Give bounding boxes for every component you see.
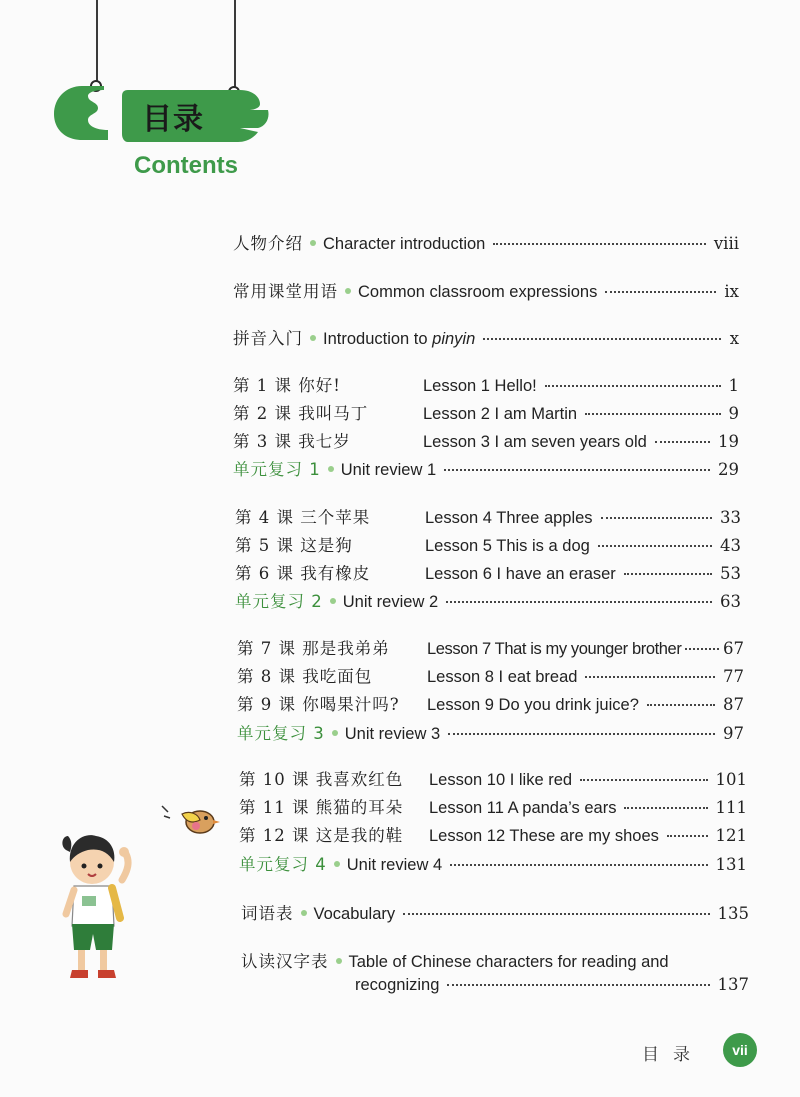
- toc-entry[interactable]: [235, 588, 741, 612]
- entry-english: Vocabulary: [313, 905, 396, 923]
- entry-page: 131: [715, 855, 747, 874]
- entry-page: 9: [728, 404, 739, 423]
- entry-english: Lesson 7 That is my younger brother: [427, 640, 682, 658]
- entry-english: Lesson 11 A panda’s ears: [429, 799, 617, 817]
- entry-english: Unit review 3: [344, 725, 441, 743]
- toc-entry[interactable]: [233, 325, 739, 349]
- entry-english: Character introduction: [323, 235, 486, 253]
- dotted-leader: [446, 601, 712, 603]
- toc-entry[interactable]: [241, 948, 711, 972]
- entry-english: Introduction to pinyin: [323, 330, 476, 348]
- bullet-dot-icon: [336, 958, 342, 964]
- bird-illustration: [160, 800, 222, 840]
- entry-page: 43: [720, 536, 741, 555]
- bullet-dot-icon: [310, 240, 316, 246]
- toc-entry[interactable]: [235, 560, 741, 584]
- entry-chinese: 第 9 课 你喝果汁吗?: [237, 695, 400, 714]
- entry-chinese: 词语表: [241, 904, 294, 923]
- entry-chinese: 拼音入门: [233, 329, 303, 348]
- entry-english-line-2: recognizing: [355, 976, 440, 994]
- entry-english: Lesson 5 This is a dog: [425, 537, 590, 555]
- toc-entry[interactable]: [233, 230, 739, 254]
- entry-chinese: 第 5 课 这是狗: [235, 536, 353, 555]
- page-title-english: Contents: [134, 152, 238, 179]
- entry-english: Lesson 10 I like red: [429, 771, 573, 789]
- bullet-dot-icon: [310, 335, 316, 341]
- toc-entry-continued[interactable]: [355, 975, 749, 995]
- entry-english: Lesson 12 These are my shoes: [429, 827, 659, 845]
- bullet-dot-icon: [345, 288, 351, 294]
- toc-entry[interactable]: [233, 400, 739, 424]
- dotted-leader: [605, 291, 716, 293]
- entry-page: 121: [715, 826, 747, 845]
- entry-page: 29: [718, 460, 739, 479]
- entry-page: 63: [720, 592, 741, 611]
- dotted-leader: [545, 385, 721, 387]
- entry-page: 101: [715, 770, 747, 789]
- entry-english: Lesson 2 I am Martin: [423, 405, 578, 423]
- entry-chinese: 单元复习 4: [239, 855, 327, 874]
- entry-page: 67: [723, 639, 744, 658]
- entry-page: 19: [718, 432, 739, 451]
- entry-page: 77: [723, 667, 744, 686]
- bullet-dot-icon: [334, 861, 340, 867]
- dotted-leader: [624, 807, 707, 809]
- toc-entry[interactable]: [233, 372, 739, 396]
- entry-chinese: 常用课堂用语: [233, 282, 338, 301]
- entry-chinese: 第 8 课 我吃面包: [237, 667, 373, 686]
- entry-english: Lesson 6 I have an eraser: [425, 565, 616, 583]
- entry-chinese: 第 3 课 我七岁: [233, 432, 351, 451]
- entry-page: 137: [717, 975, 749, 994]
- entry-chinese: 第 2 课 我叫马丁: [233, 404, 369, 423]
- entry-english: Lesson 9 Do you drink juice?: [427, 696, 639, 714]
- entry-chinese: 单元复习 2: [235, 592, 323, 611]
- entry-chinese: 第 11 课 熊猫的耳朵: [239, 798, 404, 817]
- entry-page: 1: [728, 376, 739, 395]
- entry-chinese: 第 4 课 三个苹果: [235, 508, 371, 527]
- toc-entry[interactable]: [237, 663, 744, 687]
- entry-chinese: 第 6 课 我有橡皮: [235, 564, 371, 583]
- entry-english-line-1: Table of Chinese characters for reading and: [348, 953, 669, 971]
- toc-entry[interactable]: [233, 278, 739, 302]
- dotted-leader: [585, 676, 715, 678]
- dotted-leader: [624, 573, 712, 575]
- girl-character-illustration: [58, 822, 138, 988]
- entry-english: Lesson 8 I eat bread: [427, 668, 578, 686]
- entry-chinese: 第 7 课 那是我弟弟: [237, 639, 390, 658]
- entry-english: Lesson 1 Hello!: [423, 377, 537, 395]
- toc-entry[interactable]: [241, 900, 749, 924]
- entry-chinese: 第 12 课 这是我的鞋: [239, 826, 404, 845]
- dotted-leader: [598, 545, 712, 547]
- dotted-leader: [403, 913, 709, 915]
- bullet-dot-icon: [328, 466, 334, 472]
- dotted-leader: [647, 704, 715, 706]
- dotted-leader: [450, 864, 707, 866]
- entry-chinese: 认读汉字表: [241, 952, 329, 971]
- entry-english: Unit review 1: [340, 461, 437, 479]
- entry-chinese: 人物介绍: [233, 234, 303, 253]
- toc-entry[interactable]: [239, 766, 747, 790]
- entry-english: Common classroom expressions: [358, 283, 598, 301]
- entry-chinese: 第 1 课 你好!: [233, 376, 341, 395]
- dotted-leader: [585, 413, 720, 415]
- entry-page: 53: [720, 564, 741, 583]
- entry-page: 97: [723, 724, 744, 743]
- dotted-leader: [580, 779, 707, 781]
- dotted-leader: [447, 984, 709, 986]
- entry-english: Lesson 4 Three apples: [425, 509, 593, 527]
- entry-page: 33: [720, 508, 741, 527]
- bullet-dot-icon: [330, 598, 336, 604]
- entry-english: Unit review 2: [342, 593, 439, 611]
- dotted-leader: [483, 338, 721, 340]
- toc-entry[interactable]: [237, 635, 744, 659]
- toc-entry[interactable]: [237, 720, 744, 744]
- dotted-leader: [448, 733, 715, 735]
- page-title-chinese: 目录: [142, 102, 204, 137]
- page-number-badge: vii: [723, 1033, 757, 1067]
- entry-english: Unit review 4: [346, 856, 443, 874]
- entry-page: ix: [724, 282, 739, 301]
- toc-entry[interactable]: [233, 456, 739, 480]
- dotted-leader: [444, 469, 710, 471]
- footer-section-label: 目录: [642, 1045, 704, 1065]
- entry-page: viii: [713, 234, 739, 253]
- entry-chinese: 单元复习 1: [233, 460, 321, 479]
- entry-page: 111: [715, 798, 747, 817]
- toc-entry[interactable]: [239, 851, 747, 875]
- bullet-dot-icon: [332, 730, 338, 736]
- dotted-leader: [601, 517, 712, 519]
- bullet-dot-icon: [301, 910, 307, 916]
- dotted-leader: [685, 648, 719, 650]
- entry-english: Lesson 3 I am seven years old: [423, 433, 647, 451]
- entry-page: x: [729, 329, 739, 348]
- dotted-leader: [493, 243, 706, 245]
- entry-chinese: 单元复习 3: [237, 724, 325, 743]
- entry-page: 87: [723, 695, 744, 714]
- dotted-leader: [655, 441, 710, 443]
- toc-entry[interactable]: [235, 532, 741, 556]
- entry-chinese: 第 10 课 我喜欢红色: [239, 770, 404, 789]
- toc-entry[interactable]: [235, 504, 741, 528]
- toc-entry[interactable]: [233, 428, 739, 452]
- entry-page: 135: [717, 904, 749, 923]
- toc-entry[interactable]: [239, 822, 747, 846]
- toc-entry[interactable]: [237, 691, 744, 715]
- toc-entry[interactable]: [239, 794, 747, 818]
- dotted-leader: [667, 835, 708, 837]
